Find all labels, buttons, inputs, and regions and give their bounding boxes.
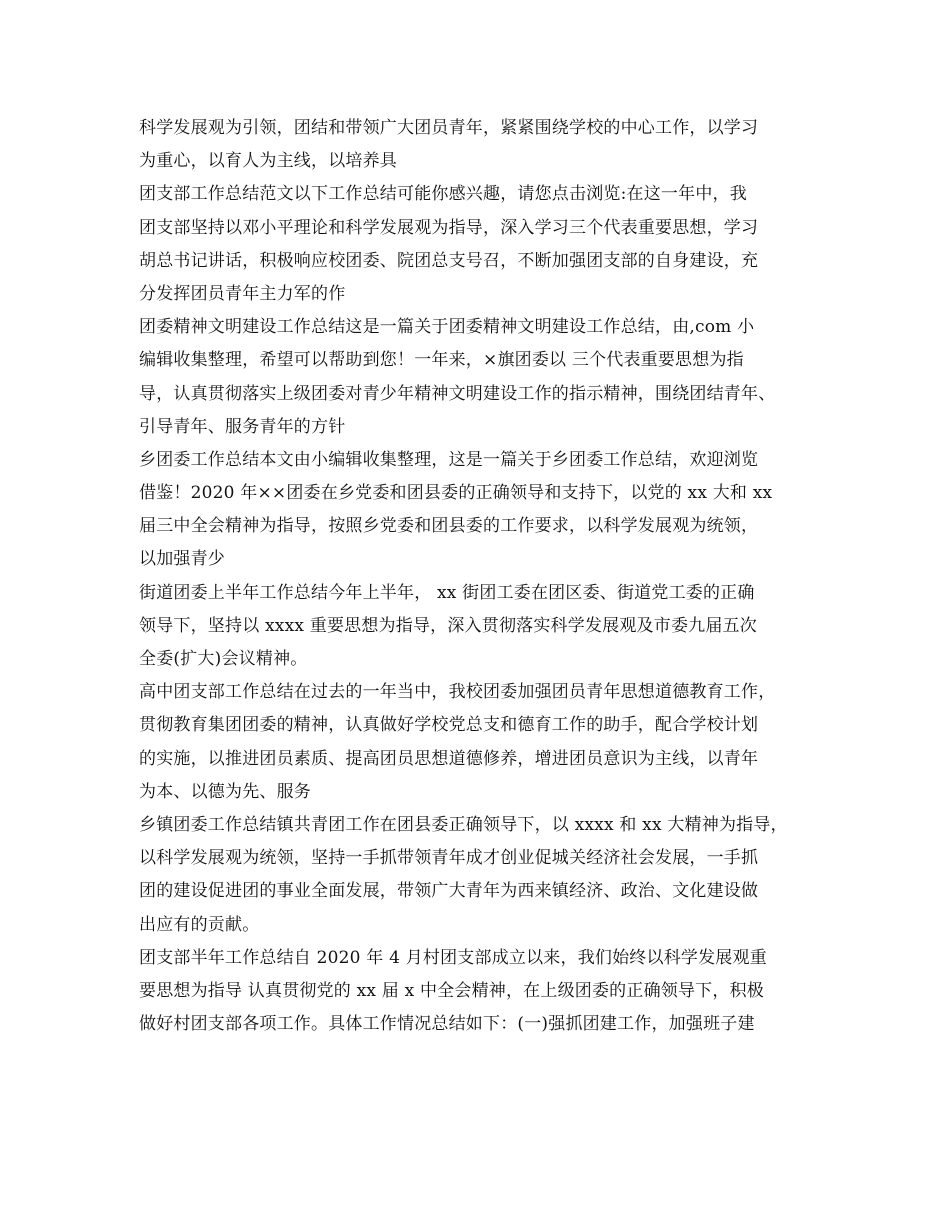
text-line: 高中团支部工作总结在过去的一年当中，我校团委加强团员青年思想道德教育工作，	[139, 682, 776, 703]
text-line: 的实施，以推进团员素质、提高团员思想道德修养，增进团员意识为主线，以青年	[139, 748, 759, 769]
text-line: 全委(扩大)会议精神。	[139, 649, 308, 669]
text-line: 编辑收集整理，希望可以帮助到您！一年来，×旗团委以 三个代表重要思想为指	[139, 350, 744, 371]
text-line: 以科学发展观为统领，坚持一手抓带领青年成才创业促城关经济社会发展，一手抓	[139, 848, 759, 869]
text-line: 以加强青少	[139, 549, 225, 570]
text-line: 胡总书记讲话，积极响应校团委、院团总支号召，不断加强团支部的自身建设，充	[139, 250, 759, 271]
text-line: 乡团委工作总结本文由小编辑收集整理，这是一篇关于乡团委工作总结，欢迎浏览	[139, 449, 759, 470]
text-line: 届三中全会精神为指导，按照乡党委和团县委的工作要求，以科学发展观为统领，	[139, 516, 759, 537]
paragraph	[139, 178, 819, 311]
text-line: 领导下，坚持以 xxxx 重要思想为指导，深入贯彻落实科学发展观及市委九届五次	[139, 615, 757, 636]
paragraph	[139, 577, 819, 677]
text-line: 团支部半年工作总结自 2020 年 4 月村团支部成立以来，我们始终以科学发展观重	[139, 947, 767, 968]
text-line: 要思想为指导 认真贯彻党的 xx 届 x 中全会精神，在上级团委的正确领导下，积极	[139, 980, 764, 1001]
text-line: 团的建设促进团的事业全面发展，带领广大青年为西来镇经济、政治、文化建设做	[139, 881, 759, 902]
text-line: 借鉴！2020 年××团委在乡党委和团县委的正确领导和支持下，以党的 xx 大和 xx	[139, 483, 773, 504]
paragraph	[139, 112, 819, 178]
text-line: 为本、以德为先、服务	[139, 781, 311, 802]
paragraph	[139, 444, 819, 577]
text-line: 做好村团支部各项工作。具体工作情况总结如下：(一)强抓团建工作，加强班子建	[139, 1014, 755, 1035]
paragraph	[139, 809, 819, 942]
text-line: 科学发展观为引领，团结和带领广大团员青年，紧紧围绕学校的中心工作，以学习	[139, 118, 759, 138]
text-line: 分发挥团员青年主力军的作	[139, 283, 346, 304]
text-line: 出应有的贡献。	[139, 914, 260, 935]
text-line: 团支部工作总结范文以下工作总结可能你感兴趣，请您点击浏览:在这一年中，我	[139, 184, 747, 205]
text-line: 乡镇团委工作总结镇共青团工作在团县委正确领导下，以 xxxx 和 xx 大精神为指导，	[139, 814, 788, 835]
paragraph	[139, 942, 819, 1042]
text-line: 为重心，以育人为主线，以培养具	[139, 151, 397, 172]
paragraph	[139, 311, 819, 444]
text-line: 贯彻教育集团团委的精神，认真做好学校党总支和德育工作的助手，配合学校计划	[139, 715, 759, 736]
text-line: 引导青年、服务青年的方针	[139, 416, 346, 437]
text-line: 导，认真贯彻落实上级团委对青少年精神文明建设工作的指示精神，围绕团结青年、	[139, 383, 776, 404]
text-line: 街道团委上半年工作总结今年上半年， xx 街团工委在团区委、街道党工委的正确	[139, 582, 755, 603]
document-body	[139, 112, 819, 1041]
text-line: 团委精神文明建设工作总结这是一篇关于团委精神文明建设工作总结，由,com 小	[139, 317, 755, 338]
text-line: 团支部坚持以邓小平理论和科学发展观为指导，深入学习三个代表重要思想，学习	[139, 217, 759, 238]
paragraph	[139, 676, 819, 809]
